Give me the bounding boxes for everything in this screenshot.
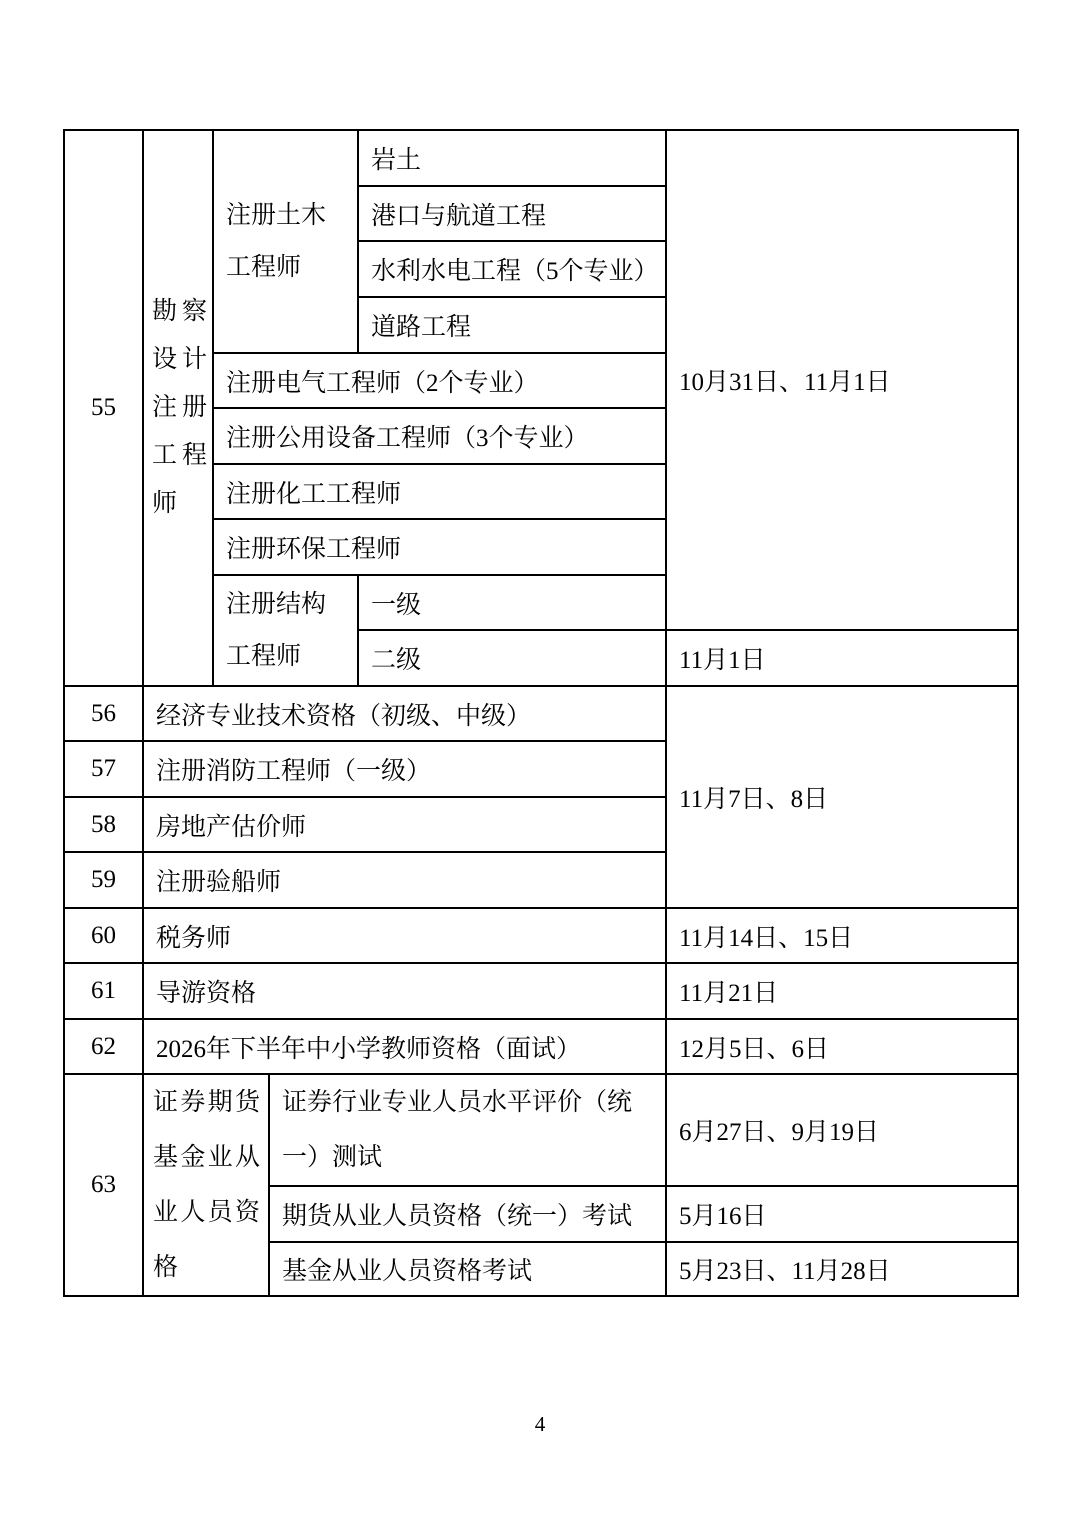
- category-line: 注册: [152, 394, 207, 421]
- row-number-cell: 55: [64, 130, 143, 686]
- row-number-cell: 58: [64, 797, 143, 852]
- category-line: 证券期货: [153, 1089, 260, 1116]
- qualification-cell-real-estate-appraiser: 房地产估价师: [143, 797, 666, 852]
- page-number: 4: [534, 1412, 546, 1436]
- qualification-cell-ship-surveyor: 注册验船师: [143, 852, 666, 908]
- category-line: 基金业从: [153, 1144, 260, 1171]
- qualification-cell-environmental-engineer: 注册环保工程师: [213, 519, 666, 575]
- qualification-cell-electrical-engineer: 注册电气工程师（2个专业）: [213, 353, 666, 408]
- specialty-cell-road-engineering: 道路工程: [358, 297, 666, 353]
- qualification-name-line: 一）测试: [282, 1144, 383, 1171]
- qualification-cell-futures-practitioner: 期货从业人员资格（统一）考试: [269, 1186, 666, 1242]
- table-row: [64, 130, 1018, 186]
- row-number-cell: 59: [64, 852, 143, 908]
- exam-date-cell: 5月23日、11月28日: [666, 1242, 1018, 1296]
- category-line: 师: [152, 490, 178, 517]
- qualification-cell-tax-advisor: 税务师: [143, 908, 666, 963]
- qualification-name-line: 注册土木: [226, 201, 327, 229]
- row-number-cell: 57: [64, 741, 143, 797]
- qualification-name-line: 注册结构: [226, 590, 327, 618]
- level-cell-grade2: 二级: [358, 630, 666, 686]
- row-number-cell: 61: [64, 963, 143, 1019]
- qualification-cell-fund-practitioner: 基金从业人员资格考试: [269, 1242, 666, 1296]
- specialty-cell-geotechnical: 岩土: [358, 130, 666, 186]
- row-number-cell: 63: [64, 1074, 143, 1296]
- category-cell-survey-design-engineers: [143, 130, 213, 686]
- row-number-cell: 56: [64, 686, 143, 741]
- qualification-cell-civil-engineer: [213, 130, 358, 353]
- table-row: [64, 1074, 1018, 1186]
- exam-date-cell: 11月14日、15日: [666, 908, 1018, 963]
- exam-date-cell: 11月7日、8日: [666, 686, 1018, 908]
- exam-date-cell: 10月31日、11月1日: [666, 130, 1018, 630]
- category-line: 格: [153, 1254, 179, 1281]
- level-cell-grade1: 一级: [358, 575, 666, 630]
- qualification-cell-structural-engineer: [213, 575, 358, 686]
- qualification-cell-public-utility-engineer: 注册公用设备工程师（3个专业）: [213, 408, 666, 464]
- qualification-name-line: 工程师: [226, 642, 302, 670]
- specialty-cell-harbor-waterway: 港口与航道工程: [358, 186, 666, 241]
- exam-date-cell: 11月21日: [666, 963, 1018, 1019]
- exam-date-cell: 6月27日、9月19日: [666, 1074, 1018, 1186]
- category-line: 设计: [152, 346, 207, 373]
- qualification-cell-economics: 经济专业技术资格（初级、中级）: [143, 686, 666, 741]
- category-line: 工程: [152, 442, 207, 469]
- qualification-cell-tour-guide: 导游资格: [143, 963, 666, 1019]
- exam-date-cell: 12月5日、6日: [666, 1019, 1018, 1074]
- category-line: 勘察: [152, 298, 207, 325]
- row-number-cell: 60: [64, 908, 143, 963]
- qualification-cell-fire-engineer: 注册消防工程师（一级）: [143, 741, 666, 797]
- table-row: [64, 1019, 1018, 1074]
- qualification-cell-securities-evaluation: [269, 1074, 666, 1186]
- category-line: 业人员资: [153, 1199, 260, 1226]
- table-row: [64, 908, 1018, 963]
- table-row: [64, 963, 1018, 1019]
- row-number-cell: 62: [64, 1019, 143, 1074]
- qualification-name-line: 证券行业专业人员水平评价（统: [282, 1089, 633, 1116]
- qualification-cell-teacher-qualification: 2026年下半年中小学教师资格（面试）: [143, 1019, 666, 1074]
- qualification-name-line: 工程师: [226, 253, 302, 281]
- exam-schedule-table: [63, 129, 1019, 1297]
- qualification-cell-chemical-engineer: 注册化工工程师: [213, 464, 666, 519]
- table-row: [64, 686, 1018, 741]
- exam-date-cell: 11月1日: [666, 630, 1018, 686]
- specialty-cell-water-conservancy: 水利水电工程（5个专业）: [358, 241, 666, 297]
- exam-date-cell: 5月16日: [666, 1186, 1018, 1242]
- category-cell-securities-futures-funds: [143, 1074, 269, 1296]
